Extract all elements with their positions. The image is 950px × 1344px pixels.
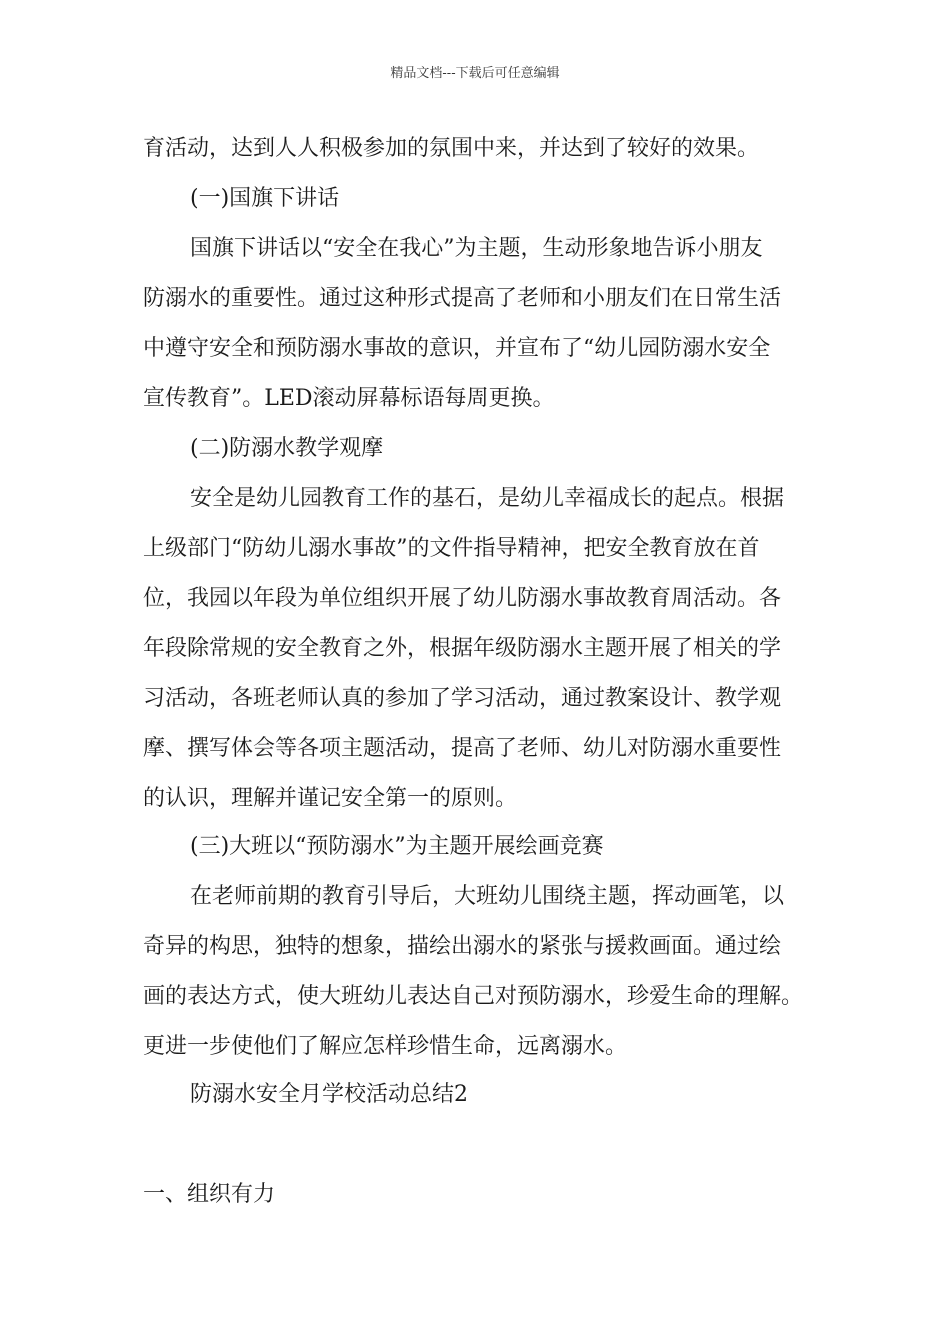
paragraph-line: 国旗下讲话以“安全在我心”为主题，生动形象地告诉小朋友 [190,236,763,261]
paragraph-line: 的认识，理解并谨记安全第一的原则。 [143,786,518,811]
section-heading-2: (二)防溺水教学观摩 [190,436,384,461]
paragraph-line: 画的表达方式，使大班幼儿表达自己对预防溺水，珍爱生命的理解。 [143,984,804,1009]
paragraph-line: 更进一步使他们了解应怎样珍惜生命，远离溺水。 [143,1034,628,1059]
section-heading-main: 一、组织有力 [143,1182,276,1207]
page-header: 精品文档---下载后可任意编辑 [390,66,560,81]
paragraph-line: 育活动，达到人人积极参加的氛围中来，并达到了较好的效果。 [143,136,760,161]
paragraph-line: 习活动，各班老师认真的参加了学习活动，通过教案设计、教学观 [143,686,782,711]
paragraph-line: 上级部门“防幼儿溺水事故”的文件指导精神，把安全教育放在首 [143,536,760,561]
paragraph-line: 防溺水的重要性。通过这种形式提高了老师和小朋友们在日常生活 [143,286,782,311]
section-heading-1: (一)国旗下讲话 [190,186,340,211]
paragraph-line: 摩、撰写体会等各项主题活动，提高了老师、幼儿对防溺水重要性 [143,736,782,761]
paragraph-line: 在老师前期的教育引导后，大班幼儿围绕主题，挥动画笔，以 [190,884,785,909]
document-subtitle: 防溺水安全月学校活动总结2 [190,1082,468,1107]
section-heading-3: (三)大班以“预防溺水”为主题开展绘画竞赛 [190,834,604,859]
paragraph-line: 宣传教育”。LED滚动屏幕标语每周更换。 [143,386,555,411]
paragraph-line: 安全是幼儿园教育工作的基石，是幼儿幸福成长的起点。根据 [190,486,785,511]
paragraph-line: 年段除常规的安全教育之外，根据年级防溺水主题开展了相关的学 [143,636,782,661]
paragraph-line: 奇异的构思，独特的想象，描绘出溺水的紧张与援救画面。通过绘 [143,934,782,959]
paragraph-line: 位，我园以年段为单位组织开展了幼儿防溺水事故教育周活动。各 [143,586,782,611]
paragraph-line: 中遵守安全和预防溺水事故的意识，并宣布了“幼儿园防溺水安全 [143,336,771,361]
